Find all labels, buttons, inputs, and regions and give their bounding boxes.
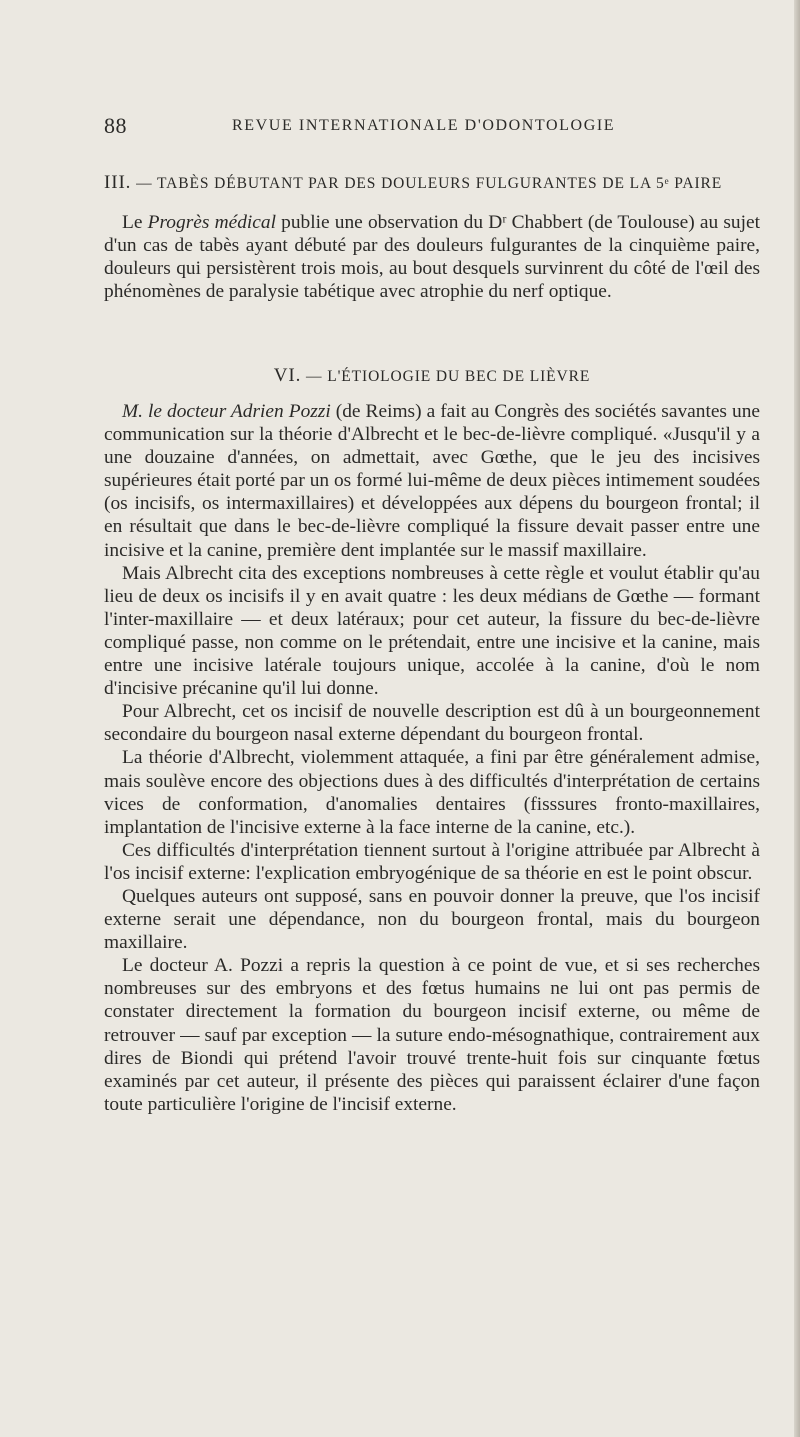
paragraph: Pour Albrecht, cet os incisif de nouvelle description est dû à un bourgeonnement secondaire du bourgeon nasal externe dépendant du bourgeon frontal.: [104, 701, 760, 746]
paragraph: Ces difficultés d'interprétation tiennent surtout à l'origine attribuée par Albrecht à l'os incisif externe: l'explication embryogénique de sa théorie en est le point obscur.: [104, 839, 760, 884]
page-header: [104, 113, 760, 141]
section-number: III.: [104, 172, 132, 193]
paragraph: Le Progrès médical publie une observation du Dʳ Chabbert (de Toulouse) au sujet d'un cas de tabès ayant débuté par des douleurs fulgurantes de la cinquième paire, douleurs qui persistèrent trois mois, au bout desquels survinrent du côté de l'œil des phénomènes de paralysie tabétique avec atrophie du nerf optique.: [104, 212, 760, 303]
paragraph: Quelques auteurs ont supposé, sans en pouvoir donner la preuve, que l'os incisif externe serait une dépendance, non du bourgeon frontal, mais du bourgeon maxillaire.: [104, 885, 760, 954]
section-title: — TABÈS DÉBUTANT PAR DES DOULEURS FULGURANTES DE LA 5ᵉ PAIRE: [136, 175, 723, 192]
section-vi-body: [104, 400, 760, 1116]
section-title: — L'ÉTIOLOGIE DU BEC DE LIÈVRE: [306, 368, 591, 385]
paragraph: Le docteur A. Pozzi a repris la question à ce point de vue, et si ses recherches nombreuses sur des embryons et des fœtus humains ne lui ont pas permis de constater directement la formation du bourgeon incisif externe, ou même de retrouver — sauf par exception — la suture endo-mésognathique, contrairement aux dires de Biondi qui prétend l'avoir trouvé trente-huit fois sur cinquante fœtus examinés par cet auteur, il présente des pièces qui paraissent éclairer d'une façon toute particulière l'origine de l'incisif externe.: [104, 955, 760, 1115]
paragraph: M. le docteur Adrien Pozzi (de Reims) a fait au Congrès des sociétés savantes une communication sur la théorie d'Albrecht et le bec-de-lièvre compliqué. «Jusqu'il y a une douzaine d'années, on admettait, avec Gœthe, que le jeu des incisives supérieures était porté par un os formé lui-même de deux pièces intimement soudées (os incisifs, os intermaxillaires) et développées aux dépens du bourgeon frontal; il en résultait que dans le bec-de-lièvre compliqué la fissure devait passer entre une incisive et la canine, première dent implantée sur le massif maxillaire.: [104, 401, 760, 561]
section-iii-body: [104, 211, 760, 303]
section-heading-vi: [104, 365, 760, 387]
section-heading-iii: [104, 172, 760, 194]
paragraph: Mais Albrecht cita des exceptions nombreuses à cette règle et voulut établir qu'au lieu de deux os incisifs il y en avait quatre : les deux médians de Gœthe — formant l'inter-maxillaire — et deux latéraux; pour cet auteur, la fissure du bec-de-lièvre compliqué passe, non comme on le prétendait, entre une incisive et la canine, mais entre une incisive latérale toujours unique, accolée à la canine, d'où le nom d'incisive précanine qu'il lui donne.: [104, 562, 760, 700]
page-number: 88: [104, 113, 127, 138]
journal-title: Progrès médical: [147, 212, 276, 233]
paragraph: La théorie d'Albrecht, violemment attaquée, a fini par être généralement admise, mais soulève encore des objections dues à des difficultés d'interprétation de certains vices de conformation, d'anomalies dentaires (fisssures fronto-maxillaires, implantation de l'incisive externe à la face interne de la canine, etc.).: [104, 747, 760, 838]
running-title: REVUE INTERNATIONALE D'ODONTOLOGIE: [232, 117, 616, 134]
author-name: M. le docteur Adrien Pozzi: [122, 401, 331, 422]
page-edge: [794, 0, 800, 1437]
section-number: VI.: [273, 365, 302, 386]
